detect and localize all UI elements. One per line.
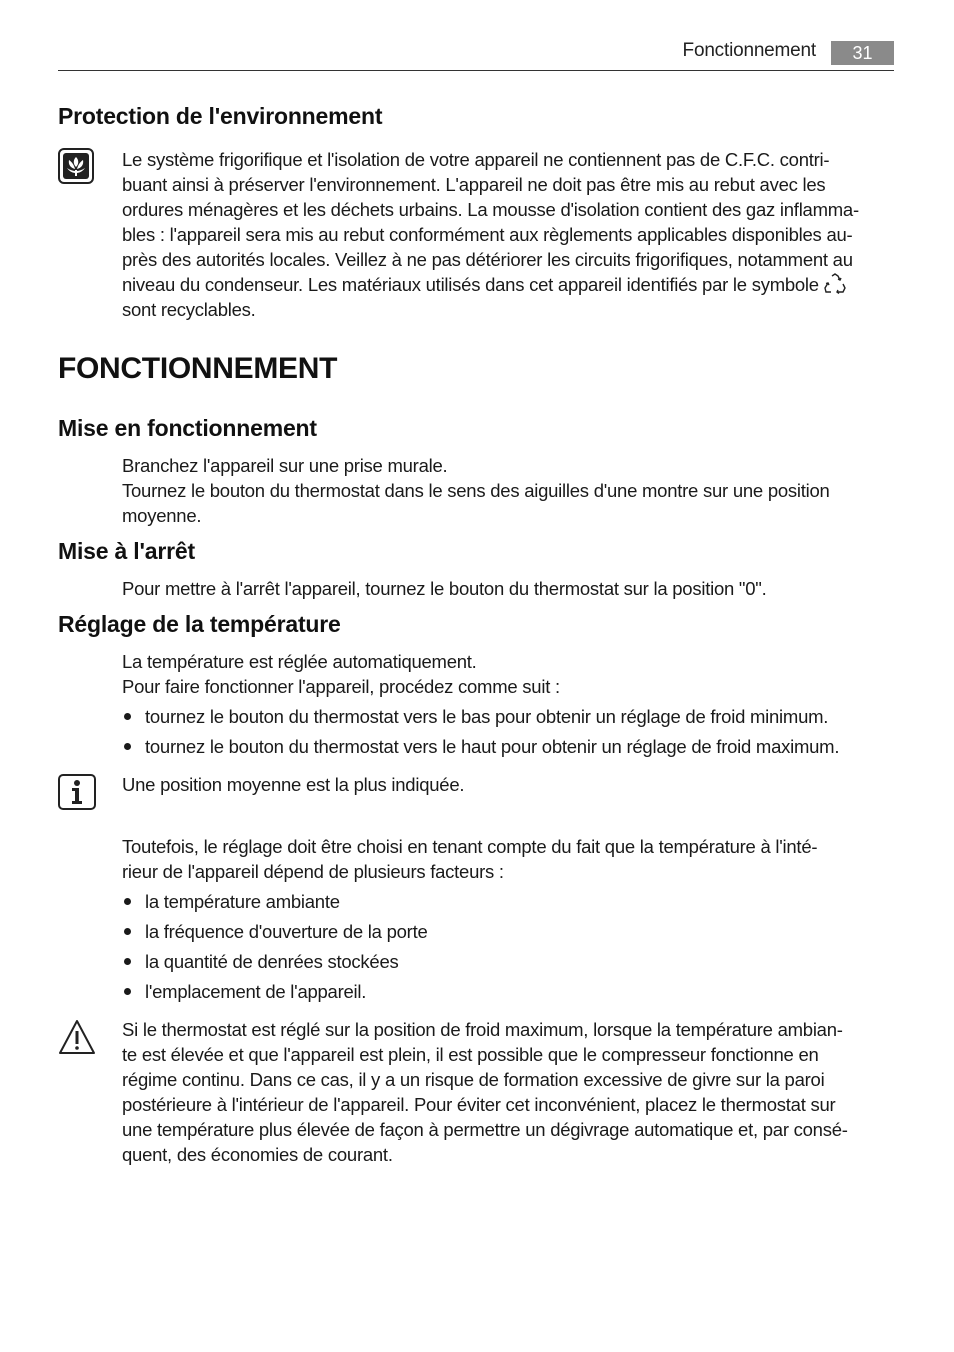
page-number: 31 [831,41,894,65]
text-line: Branchez l'appareil sur une prise murale. [122,455,448,476]
warning-text [122,1017,902,1167]
factors-bullet-list [122,889,902,1004]
environment-flower-icon [58,148,94,184]
text-line: régime continu. Dans ce cas, il y a un risque de formation excessive de givre sur la paroi [122,1069,825,1090]
text-line: Tournez le bouton du thermostat dans le sens des aiguilles d'une montre sur une position [122,480,830,501]
startup-text [122,453,902,528]
text-line: près des autorités locales. Veillez à ne pas détériorer les circuits frigorifiques, notamment au [122,249,853,270]
text-line: moyenne. [122,505,202,526]
list-item: la température ambiante [122,889,902,914]
text-line: rieur de l'appareil dépend de plusieurs facteurs : [122,861,504,882]
text-line: ordures ménagères et les déchets urbains. La mousse d'isolation contient des gaz inflamma- [122,199,859,220]
text-line: Pour mettre à l'arrêt l'appareil, tournez le bouton du thermostat sur la position "0". [122,578,767,599]
shutdown-heading: Mise à l'arrêt [58,538,195,564]
text-line: bles : l'appareil sera mis au rebut conformément aux règlements applicables disponibles au- [122,224,853,245]
main-title: FONCTIONNEMENT [58,352,338,385]
running-header: Fonctionnement [682,40,816,61]
list-item: l'emplacement de l'appareil. [122,979,902,1004]
text-fragment: niveau du condenseur. Les matériaux utilisés dans cet appareil identifiés par le symbole [122,274,819,295]
text-line: sont recyclables. [122,299,256,320]
warning-icon [58,1019,96,1055]
factors-intro [122,834,902,884]
environment-heading: Protection de l'environnement [58,103,383,129]
text-line: postérieure à l'intérieur de l'appareil. Pour éviter cet inconvénient, placez le thermostat sur [122,1094,836,1115]
shutdown-text [122,576,902,601]
info-icon [58,774,96,810]
text-line: Une position moyenne est la plus indiquée. [122,774,465,795]
environment-text [122,147,902,322]
list-item: la fréquence d'ouverture de la porte [122,919,902,944]
text-line: Si le thermostat est réglé sur la position de froid maximum, lorsque la température ambian- [122,1019,843,1040]
list-item: tournez le bouton du thermostat vers le haut pour obtenir un réglage de froid maximum. [122,734,902,759]
header-divider [58,70,894,71]
text-line: buant ainsi à préserver l'environnement. L'appareil ne doit pas être mis au rebut avec les [122,174,826,195]
temperature-text [122,649,902,699]
list-item: la quantité de denrées stockées [122,949,902,974]
text-line: Toutefois, le réglage doit être choisi en tenant compte du fait que la température à l'inté- [122,836,818,857]
info-note [122,772,902,797]
list-item: tournez le bouton du thermostat vers le bas pour obtenir un réglage de froid minimum. [122,704,902,729]
text-line: te est élevée et que l'appareil est plein, il est possible que le compresseur fonctionne en [122,1044,819,1065]
startup-heading: Mise en fonctionnement [58,415,317,441]
text-line-with-symbol [122,272,902,297]
text-line: quent, des économies de courant. [122,1144,393,1165]
temperature-heading: Réglage de la température [58,611,341,637]
text-line: La température est réglée automatiquement. [122,651,477,672]
text-line: Le système frigorifique et l'isolation de votre appareil ne contiennent pas de C.F.C. contri- [122,149,830,170]
thermostat-bullet-list [122,704,902,759]
text-line: Pour faire fonctionner l'appareil, procédez comme suit : [122,676,560,697]
text-line: une température plus élevée de façon à permettre un dégivrage automatique et, par consé- [122,1119,848,1140]
recycle-icon [823,273,847,295]
